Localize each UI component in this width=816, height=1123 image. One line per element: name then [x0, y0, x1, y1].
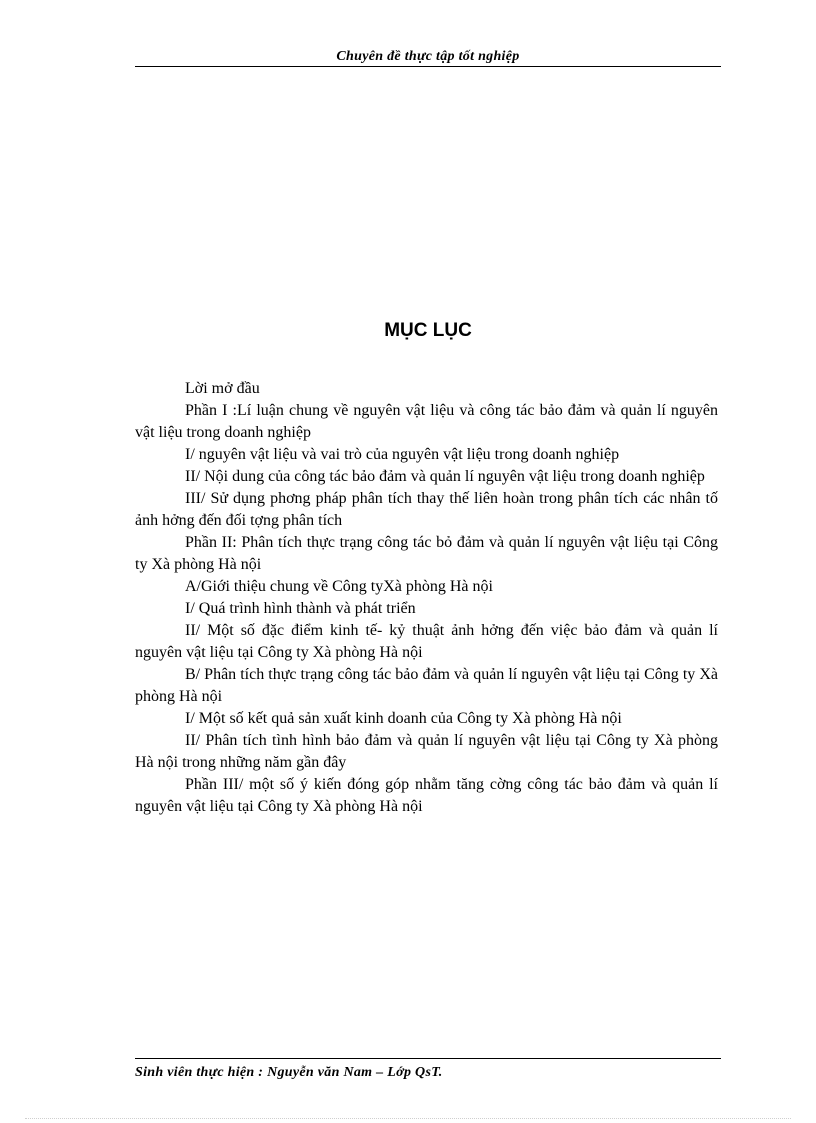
table-of-contents [135, 378, 718, 818]
toc-entry: II/ Nội dung của công tác bảo đảm và quản lí nguyên vật liệu trong doanh nghiệp [185, 468, 705, 485]
page-header [135, 46, 721, 67]
page-footer [135, 1058, 721, 1081]
toc-entry: B/ Phân tích thực trạng công tác bảo đảm và quản lí nguyên vật liệu tại Công ty Xà phòng Hà nội [135, 666, 718, 705]
toc-entry: Phần III/ một số ý kiến đóng góp nhằm tăng cờng công tác bảo đảm và quản lí nguyên vật liệu tại Công ty Xà phòng Hà nội [135, 776, 718, 815]
toc-entry: I/ nguyên vật liệu và vai trò của nguyên vật liệu trong doanh nghiệp [185, 446, 620, 463]
page-edge-divider [25, 1118, 791, 1119]
toc-entry: I/ Một số kết quả sản xuất kinh doanh của Công ty Xà phòng Hà nội [185, 710, 622, 727]
toc-entry: Lời mở đầu [185, 380, 260, 397]
header-text: Chuyên đề thực tập tốt nghiệp [336, 49, 520, 64]
toc-entry: I/ Quá trình hình thành và phát triển [185, 600, 416, 617]
toc-entry: Phần II: Phân tích thực trạng công tác bỏ đảm và quản lí nguyên vật liệu tại Công ty Xà phòng Hà nội [135, 534, 718, 573]
toc-entry: Phần I :Lí luận chung về nguyên vật liệu và công tác bảo đảm và quản lí nguyên vật liệu trong doanh nghiệp [135, 402, 718, 441]
toc-entry: A/Giới thiệu chung về Công tyXà phòng Hà nội [185, 578, 493, 595]
page-title: MỤC LỤC [384, 320, 472, 341]
toc-entry: II/ Phân tích tình hình bảo đảm và quản lí nguyên vật liệu tại Công ty Xà phòng Hà nội trong những năm gần đây [135, 732, 718, 771]
toc-entry: III/ Sử dụng phơng pháp phân tích thay thế liên hoàn trong phân tích các nhân tố ảnh hởng đến đối tợng phân tích [135, 490, 718, 529]
toc-entry: II/ Một số đặc điểm kinh tế- kỷ thuật ảnh hởng đến việc bảo đảm và quản lí nguyên vật liệu tại Công ty Xà phòng Hà nội [135, 622, 718, 661]
footer-text: Sinh viên thực hiện : Nguyễn văn Nam – Lớp QsT. [135, 1065, 443, 1080]
